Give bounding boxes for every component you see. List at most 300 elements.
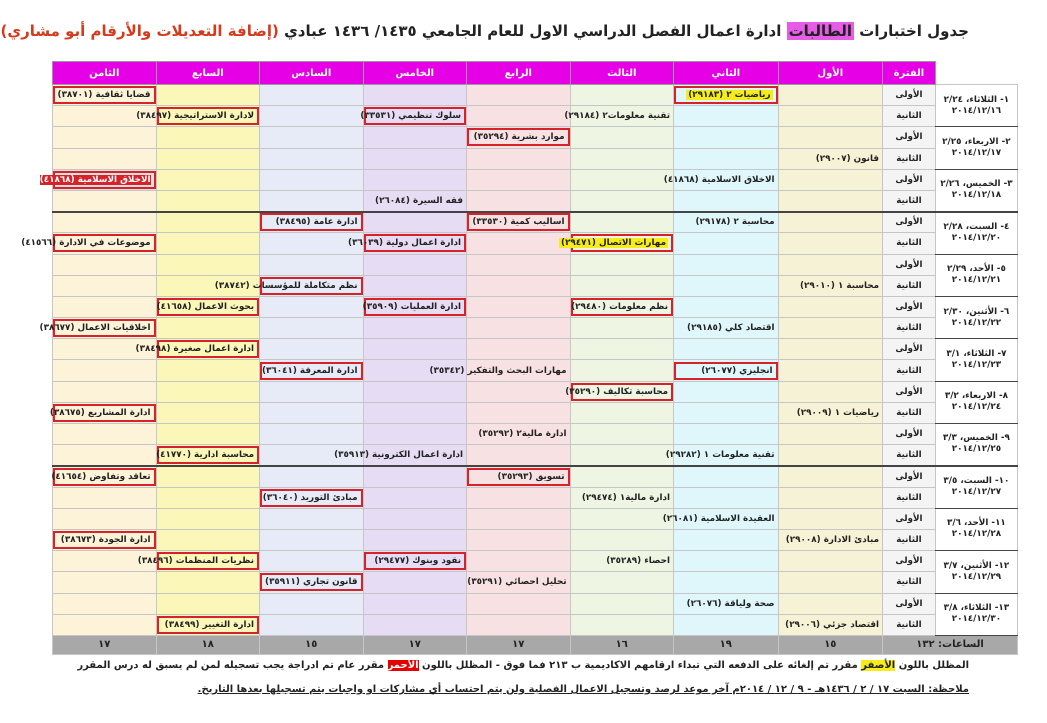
total-value: ١٩ <box>674 635 779 654</box>
exam-cell <box>467 339 571 360</box>
day-label: ١٢- الأثنين، ٣/٧ <box>943 560 1010 571</box>
exam-cell <box>778 339 883 360</box>
exam-cell <box>674 572 779 593</box>
schedule-row <box>53 466 1018 487</box>
day-date-cell <box>935 466 1017 508</box>
exam-cell <box>467 169 571 190</box>
exam-cell <box>49 402 157 423</box>
day-date-cell <box>935 593 1017 635</box>
schedule-row <box>53 339 1018 360</box>
course-label: فقه السيرة (٢٦٠٨٤) <box>375 195 464 206</box>
course-box <box>136 107 260 125</box>
exam-cell <box>564 106 674 127</box>
day-date-cell <box>935 127 1017 169</box>
course-label: احصاء (٣٥٢٨٩) <box>606 556 671 567</box>
course-box <box>571 298 674 316</box>
exam-cell <box>778 614 883 635</box>
title-text-2: ادارة اعمال الفصل الدراسي الاول للعام الجامعي ١٤٣٥/ ١٤٣٦ عبادي <box>284 22 787 40</box>
period-cell: الثانية <box>883 360 936 381</box>
exam-cell <box>467 551 571 572</box>
course-box <box>53 468 156 486</box>
exam-cell <box>778 445 883 466</box>
exam-cell <box>214 275 364 296</box>
deadline-note: ملاحظة: السبت ١٧ / ٢ / ١٤٣٦هـ - ٩ / ١٢ / ٢٠١٤م آخر موعد لرصد وتسجيل الاعمال الفصلية ولن يتم احتساب أي مشاركات او واجبات يتم تسجيلها بعدها التاريخ. <box>197 684 969 695</box>
day-label: ٩- الخميس، ٣/٣ <box>942 433 1010 444</box>
exam-cell <box>53 445 157 466</box>
exam-cell <box>156 402 260 423</box>
exam-cell <box>570 508 674 529</box>
schedule-row <box>53 445 1018 466</box>
exam-cell <box>156 593 260 614</box>
exam-cell <box>156 85 260 106</box>
exam-cell <box>674 529 779 550</box>
exam-cell <box>260 85 364 106</box>
exam-cell <box>363 466 467 487</box>
course-label: ادارة التغيير (٣٨٤٩٩) <box>164 619 255 630</box>
exam-cell <box>674 360 779 381</box>
total-value: ١٧ <box>53 635 157 654</box>
exam-cell <box>137 551 260 572</box>
schedule-row <box>53 551 1018 572</box>
exam-cell <box>136 106 260 127</box>
exam-cell <box>53 529 157 550</box>
total-value: ١٥ <box>778 635 883 654</box>
exam-cell <box>467 296 571 317</box>
course-label: رياضيات ١ (٢٩٠٠٩) <box>796 407 880 418</box>
exam-cell <box>156 169 260 190</box>
exam-cell <box>156 254 260 275</box>
exam-cell <box>778 254 883 275</box>
exam-cell <box>39 169 157 190</box>
day-label: ٧- الثلاثاء، ٣/١ <box>946 348 1007 359</box>
period-cell: الأولى <box>883 254 936 275</box>
exam-cell <box>363 275 467 296</box>
exam-cell <box>561 233 674 254</box>
exam-cell <box>467 127 571 148</box>
schedule-row <box>53 169 1018 190</box>
course-box <box>467 213 570 231</box>
course-label: تحليل احصائي (٣٥٢٩١) <box>467 577 567 588</box>
total-value: ١٥ <box>260 635 364 654</box>
exam-cell <box>467 572 571 593</box>
header-blank <box>935 62 1017 85</box>
course-label: صحة ولياقة (٢٦٠٧٦) <box>686 598 775 609</box>
exam-cell <box>53 148 157 169</box>
course-box <box>53 531 156 549</box>
exam-cell <box>674 402 779 423</box>
course-label: العقيدة الاسلامية (٢٦٠٨١) <box>662 513 775 524</box>
exam-cell <box>53 254 157 275</box>
date-label: ٢٠١٤/١٢/٢٤ <box>951 402 1002 413</box>
course-box <box>137 552 260 570</box>
day-date-cell <box>935 85 1017 127</box>
exam-cell <box>570 572 674 593</box>
course-label: نظم معلومات (٢٩٤٨٠) <box>571 301 669 312</box>
course-label: موضوعات في الادارة (٤١٥٦٦) <box>21 238 151 249</box>
course-label: موارد بشرية (٣٥٢٩٤) <box>473 132 565 143</box>
course-box <box>364 298 467 316</box>
course-box <box>53 86 156 104</box>
exam-cell <box>360 106 467 127</box>
exam-cell <box>674 296 779 317</box>
exam-cell <box>467 529 571 550</box>
course-label: نظم متكاملة للمؤسسات (٣٨٧٤٢) <box>214 280 358 291</box>
course-label: محاسبة ١ (٢٩٠١٠) <box>799 280 880 291</box>
exam-cell <box>363 508 467 529</box>
exam-cell <box>363 487 467 508</box>
exam-cell <box>674 106 779 127</box>
exam-cell <box>156 360 260 381</box>
period-cell: الثانية <box>883 614 936 635</box>
exam-cell <box>565 381 674 402</box>
exam-cell <box>53 487 157 508</box>
course-label: انجليزي (٢٦٠٧٧) <box>701 365 773 376</box>
day-date-cell <box>935 381 1017 423</box>
exam-cell <box>674 148 779 169</box>
course-label: قانون (٢٩٠٠٧) <box>815 153 880 164</box>
exam-cell <box>363 318 467 339</box>
exam-cell <box>53 593 157 614</box>
exam-cell <box>156 466 260 487</box>
day-date-cell <box>935 508 1017 550</box>
day-label: ٥- الأحد، ٢/٢٩ <box>947 264 1006 275</box>
exam-cell <box>467 254 571 275</box>
date-label: ٢٠١٤/١٢/٢٠ <box>951 233 1002 244</box>
exam-cell <box>363 593 467 614</box>
exam-cell <box>674 614 779 635</box>
schedule-row <box>53 85 1018 106</box>
exam-cell <box>674 127 779 148</box>
exam-cell <box>778 572 883 593</box>
legend-text-3: مقرر عام تم ادراجة يجب تسجيله لمن لم يسبق له درس المقرر <box>77 660 388 671</box>
exam-cell <box>363 85 467 106</box>
period-cell: الثانية <box>883 318 936 339</box>
course-label: ادارة اعمال صغيرة (٣٨٤٩٨) <box>135 344 255 355</box>
schedule-row <box>53 148 1018 169</box>
course-label: اساليب كمية (٣٣٥٣٠) <box>472 217 565 228</box>
exam-cell <box>674 339 779 360</box>
exam-cell <box>778 381 883 402</box>
exam-cell <box>778 466 883 487</box>
date-label: ٢٠١٤/١٢/٣٠ <box>951 614 1002 625</box>
course-box <box>674 86 778 104</box>
exam-cell <box>570 487 674 508</box>
day-date-cell <box>935 169 1017 211</box>
exam-cell <box>674 190 779 211</box>
legend-note <box>53 660 969 671</box>
course-label: مبادئ الادارة (٢٩٠٠٨) <box>785 535 880 546</box>
exam-cell <box>674 233 779 254</box>
course-box <box>39 319 156 337</box>
exam-cell <box>260 127 364 148</box>
exam-cell <box>467 487 571 508</box>
course-label: ادارة اعمال الكترونية (٣٥٩١٣) <box>334 450 464 461</box>
course-label: مبادئ التوريد (٣٦٠٤٠) <box>262 492 358 503</box>
exam-cell <box>156 212 260 233</box>
period-cell: الثانية <box>883 275 936 296</box>
course-label: ادارة مالية١ (٢٩٤٧٤) <box>581 492 671 503</box>
header-day-7: السابع <box>156 62 260 85</box>
exam-cell <box>778 296 883 317</box>
header-day-8: الثامن <box>53 62 157 85</box>
exam-cell <box>570 360 674 381</box>
period-cell: الأولى <box>883 85 936 106</box>
course-label: تعاقد وتفاوض (٤١٦٥٤) <box>51 471 151 482</box>
legend-text-2: مقرر تم إلغائه على الدفعه التي تبداء ارقامهم الاكاديمية ب ٢١٣ فما فوق - المظلل باللون <box>418 660 862 671</box>
exam-cell <box>334 445 467 466</box>
exam-cell <box>429 360 571 381</box>
exam-cell <box>348 233 467 254</box>
schedule-row <box>53 402 1018 423</box>
exam-cell <box>778 402 883 423</box>
course-label: ادارة مالية٢ (٣٥٢٩٢) <box>478 429 567 440</box>
exam-cell <box>778 551 883 572</box>
course-box <box>260 573 363 591</box>
exam-cell <box>53 275 157 296</box>
total-value: ١٨ <box>156 635 260 654</box>
course-label: رياضيات ٢ (٢٩١٨٣) <box>688 90 771 101</box>
exam-cell <box>674 254 779 275</box>
date-label: ٢٠١٤/١٢/٢٥ <box>951 444 1002 455</box>
exam-cell <box>570 127 674 148</box>
date-label: ٢٠١٤/١٢/٢٩ <box>951 571 1002 582</box>
course-label: اقتصاد جزئي (٢٩٠٠٦) <box>785 619 880 630</box>
exam-cell <box>260 296 364 317</box>
course-label: ادارة اعمال دولية (٣٦٠٣٩) <box>348 238 462 249</box>
period-cell: الأولى <box>883 127 936 148</box>
exam-cell <box>156 424 260 445</box>
day-label: ١٣- الثلاثاء، ٣/٨ <box>943 603 1010 614</box>
exam-cell <box>570 402 674 423</box>
exam-cell <box>778 212 883 233</box>
legend-yellow: الأصفر <box>861 660 896 671</box>
schedule-row <box>53 190 1018 211</box>
exam-cell <box>778 487 883 508</box>
course-label: سلوك تنظيمي (٣٣٥٣١) <box>360 111 462 122</box>
course-label: نظريات المنظمات (٣٨٤٩٦) <box>137 556 255 567</box>
exam-cell <box>570 339 674 360</box>
period-cell: الأولى <box>883 212 936 233</box>
schedule-body <box>21 62 1018 655</box>
exam-cell <box>156 529 260 550</box>
exam-cell <box>570 190 674 211</box>
course-label: الاخلاق الاسلامية (٤١٨٦٨) <box>663 174 775 185</box>
date-label: ٢٠١٤/١٢/٢٣ <box>951 359 1002 370</box>
exam-cell <box>570 529 674 550</box>
day-label: ٨- الاربعاء، ٣/٢ <box>944 391 1008 402</box>
course-label: ادارة الجودة (٣٨٦٧٣) <box>60 535 151 546</box>
schedule-row <box>53 106 1018 127</box>
course-box <box>157 616 260 634</box>
course-label: تقنية معلومات ١ (٢٩٢٨٢) <box>665 450 775 461</box>
exam-cell <box>53 212 157 233</box>
exam-cell <box>662 508 779 529</box>
exam-cell <box>363 148 467 169</box>
exam-cell <box>570 296 674 317</box>
exam-cell <box>363 339 467 360</box>
title-text: جدول اختبارات <box>854 22 969 40</box>
period-cell: الأولى <box>883 424 936 445</box>
course-label: محاسبة ادارية (٤١٧٧٠) <box>156 450 255 461</box>
schedule-row <box>53 508 1018 529</box>
exam-cell <box>778 190 883 211</box>
header-day-4: الرابع <box>467 62 571 85</box>
page-title <box>0 22 969 40</box>
course-box <box>157 298 260 316</box>
period-cell: الأولى <box>883 551 936 572</box>
exam-cell <box>53 381 157 402</box>
exam-cell <box>21 233 157 254</box>
exam-cell <box>363 529 467 550</box>
exam-cell <box>363 551 467 572</box>
exam-cell <box>363 424 467 445</box>
exam-cell <box>363 169 467 190</box>
exam-cell <box>778 106 883 127</box>
exam-cell <box>570 318 674 339</box>
title-red-note: (إضافة التعديلات والأرقام أبو مشاري) <box>0 22 285 40</box>
exam-cell <box>467 593 571 614</box>
schedule-row <box>53 127 1018 148</box>
exam-cell <box>665 445 779 466</box>
schedule-row <box>53 487 1018 508</box>
exam-cell <box>778 148 883 169</box>
exam-cell <box>260 424 364 445</box>
course-label: ادارة المعرفة (٣٦٠٤١) <box>261 365 358 376</box>
course-label: نقود وبنوك (٢٩٤٧٧) <box>374 556 462 567</box>
exam-cell <box>674 318 779 339</box>
header-day-2: الثاني <box>674 62 779 85</box>
period-cell: الأولى <box>883 296 936 317</box>
course-label: بحوث الاعمال (٤١٦٥٨) <box>156 301 255 312</box>
period-cell: الثانية <box>883 148 936 169</box>
course-box <box>260 489 363 507</box>
day-label: ١١- الأحد، ٣/٦ <box>947 518 1006 529</box>
exam-cell <box>467 85 571 106</box>
date-label: ٢٠١٤/١٢/٢٨ <box>951 529 1002 540</box>
exam-cell <box>156 127 260 148</box>
period-cell: الأولى <box>883 466 936 487</box>
course-label: اقتصاد كلي (٢٩١٨٥) <box>687 323 775 334</box>
course-box <box>49 404 156 422</box>
date-label: ٢٠١٤/١٢/٢٢ <box>951 317 1002 328</box>
exam-cell <box>570 85 674 106</box>
period-cell: الأولى <box>883 508 936 529</box>
period-cell: الثانية <box>883 233 936 254</box>
title-highlight: الطالبات <box>788 22 853 40</box>
exam-cell <box>260 402 364 423</box>
exam-cell <box>156 296 260 317</box>
header-day-1: الأول <box>778 62 883 85</box>
exam-cell <box>156 508 260 529</box>
schedule-row <box>53 318 1018 339</box>
header-period: الفترة <box>883 62 936 85</box>
exam-cell <box>467 614 571 635</box>
schedule-row <box>53 593 1018 614</box>
course-label: اخلاقيات الاعمال (٣٨٦٧٧) <box>39 323 151 334</box>
exam-cell <box>53 296 157 317</box>
course-box <box>157 446 260 464</box>
exam-cell <box>363 212 467 233</box>
course-box <box>565 383 674 401</box>
exam-cell <box>156 487 260 508</box>
header-day-5: الخامس <box>363 62 467 85</box>
course-label: قضايا ثقافية (٣٨٧٠١) <box>57 90 151 101</box>
day-label: ٢- الاربعاء، ٢/٢٥ <box>942 137 1011 148</box>
course-box <box>561 234 674 252</box>
exam-cell <box>467 424 571 445</box>
date-label: ٢٠١٤/١٢/١٦ <box>951 105 1002 116</box>
exam-cell <box>260 148 364 169</box>
exam-cell <box>363 614 467 635</box>
period-cell: الثانية <box>883 106 936 127</box>
exam-cell <box>570 551 674 572</box>
day-date-cell <box>935 424 1017 466</box>
course-box <box>135 340 260 358</box>
course-label: مهارات الاتصال (٢٩٤٧١) <box>561 238 667 249</box>
exam-cell <box>363 127 467 148</box>
exam-cell <box>467 275 571 296</box>
exam-cell <box>570 614 674 635</box>
course-label: ادارة عامة (٣٨٤٩٥) <box>275 217 358 228</box>
exam-cell <box>778 127 883 148</box>
exam-schedule-table <box>21 61 1018 655</box>
exam-cell <box>156 381 260 402</box>
exam-cell <box>778 424 883 445</box>
exam-cell <box>156 445 260 466</box>
exam-cell <box>260 487 364 508</box>
exam-cell <box>260 466 364 487</box>
course-label: محاسبة ٢ (٢٩١٧٨) <box>695 217 775 228</box>
exam-cell <box>778 233 883 254</box>
exam-cell <box>674 424 779 445</box>
course-box <box>348 234 467 252</box>
course-box <box>260 213 363 231</box>
exam-cell <box>778 85 883 106</box>
exam-cell <box>260 106 364 127</box>
period-cell: الأولى <box>883 593 936 614</box>
exam-cell <box>467 318 571 339</box>
exam-cell <box>260 614 364 635</box>
exam-cell <box>363 402 467 423</box>
exam-cell <box>778 593 883 614</box>
exam-cell <box>156 148 260 169</box>
exam-cell <box>778 360 883 381</box>
exam-cell <box>467 106 571 127</box>
exam-cell <box>570 593 674 614</box>
exam-cell <box>260 190 364 211</box>
course-box <box>467 128 570 146</box>
exam-cell <box>363 190 467 211</box>
exam-cell <box>53 190 157 211</box>
course-label: مهارات البحث والتفكير (٣٥٣٤٢) <box>429 365 567 376</box>
total-value: ١٦ <box>570 635 674 654</box>
exam-cell <box>260 169 364 190</box>
date-label: ٢٠١٤/١٢/٢١ <box>951 275 1002 286</box>
exam-cell <box>53 508 157 529</box>
exam-cell <box>467 466 571 487</box>
date-label: ٢٠١٤/١٢/١٨ <box>951 190 1002 201</box>
exam-cell <box>674 212 779 233</box>
schedule-row <box>53 233 1018 254</box>
day-label: ١- الثلاثاء، ٢/٢٤ <box>943 94 1010 105</box>
schedule-row <box>53 254 1018 275</box>
course-box <box>39 171 156 189</box>
exam-cell <box>260 318 364 339</box>
totals-row <box>53 635 1018 654</box>
day-date-cell <box>935 296 1017 338</box>
total-value: ١٧ <box>363 635 467 654</box>
exam-cell <box>570 424 674 445</box>
